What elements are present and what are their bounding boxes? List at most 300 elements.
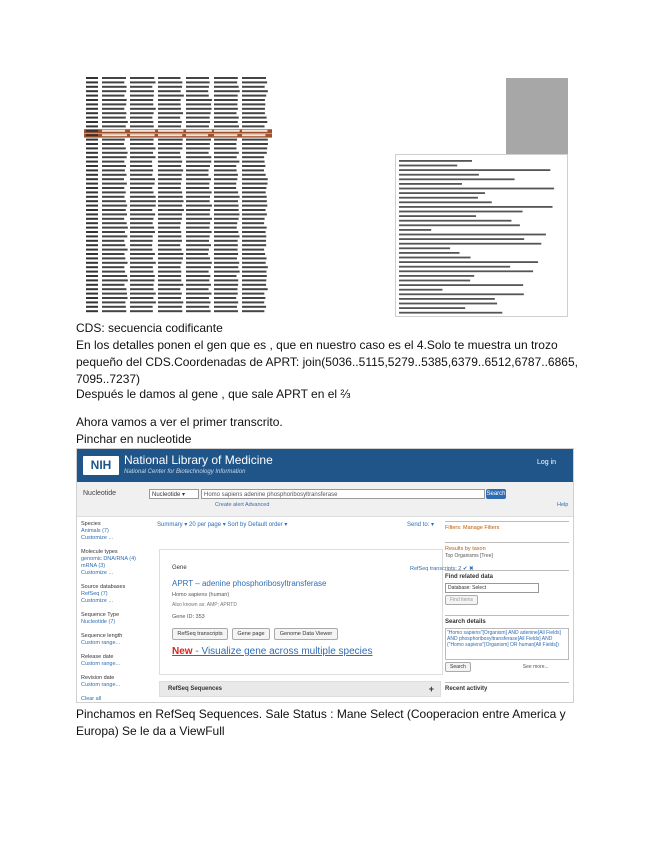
sequence-block bbox=[214, 103, 237, 105]
sequence-block bbox=[186, 81, 210, 83]
line-number bbox=[86, 143, 98, 145]
filter-group bbox=[81, 584, 147, 605]
line-number bbox=[86, 196, 98, 198]
sequence-block bbox=[102, 134, 127, 136]
expand-plus-icon[interactable]: + bbox=[428, 684, 434, 694]
line-number bbox=[86, 103, 98, 105]
sequence-block bbox=[130, 183, 155, 185]
details-line bbox=[399, 266, 510, 268]
grey-panel bbox=[506, 78, 568, 154]
sequence-block bbox=[214, 297, 236, 299]
sequence-block bbox=[158, 235, 181, 237]
line-number bbox=[86, 117, 98, 119]
search-details-box bbox=[445, 615, 569, 672]
sequence-block bbox=[214, 262, 239, 264]
sequence-block bbox=[242, 253, 265, 255]
refseq-sequences-bar[interactable] bbox=[159, 681, 441, 697]
sequence-block bbox=[158, 152, 180, 154]
refseq-text: Pinchamos en RefSeq Sequences. Sale Status : Mane Select (Cooperacion entre America y Europa) Se le da a ViewFull bbox=[76, 707, 566, 738]
sequence-block bbox=[102, 169, 125, 171]
line-number bbox=[86, 165, 98, 167]
results-display-settings[interactable]: Summary ▾ 20 per page ▾ Sort by Default order ▾ bbox=[157, 522, 288, 528]
sequence-block bbox=[130, 112, 154, 114]
sequence-block bbox=[242, 95, 266, 97]
find-items-button[interactable]: Find items bbox=[445, 595, 478, 605]
sequence-block bbox=[158, 174, 182, 176]
sequence-block bbox=[214, 139, 237, 141]
details-line bbox=[399, 165, 457, 167]
top-organisms[interactable]: Top Organisms [Tree] bbox=[445, 553, 493, 559]
sequence-block bbox=[186, 183, 209, 185]
line-number bbox=[86, 257, 98, 259]
sequence-block bbox=[214, 161, 239, 163]
see-more-link[interactable]: See more... bbox=[522, 664, 549, 670]
filter-group-title: Species bbox=[81, 521, 101, 527]
sequence-block bbox=[214, 112, 237, 114]
sequence-block bbox=[102, 253, 125, 255]
sequence-block bbox=[214, 231, 238, 233]
search-button[interactable]: Search bbox=[486, 491, 506, 497]
filter-group bbox=[81, 654, 147, 668]
sequence-block bbox=[242, 161, 265, 163]
gene-id: Gene ID: 353 bbox=[172, 614, 205, 620]
sequence-block bbox=[214, 95, 238, 97]
sequence-block bbox=[130, 117, 152, 119]
sequence-block bbox=[214, 279, 238, 281]
line-number bbox=[86, 156, 98, 158]
sequence-block bbox=[130, 139, 154, 141]
sequence-block bbox=[130, 196, 156, 198]
recent-activity-title: Recent activity bbox=[445, 686, 488, 692]
sequence-block bbox=[214, 205, 239, 207]
sequence-block bbox=[130, 227, 154, 229]
sequence-block bbox=[130, 271, 153, 273]
details-line bbox=[399, 234, 546, 236]
sequence-block bbox=[102, 165, 126, 167]
sequence-block bbox=[102, 262, 128, 264]
sequence-block bbox=[186, 222, 210, 224]
sequence-block bbox=[102, 196, 124, 198]
sequence-block bbox=[242, 257, 267, 259]
sequence-block bbox=[130, 191, 154, 193]
transcript-paragraph bbox=[76, 414, 586, 448]
sequence-block bbox=[130, 95, 154, 97]
details-line bbox=[399, 307, 465, 309]
details-line bbox=[399, 188, 554, 190]
sequence-block bbox=[158, 161, 182, 163]
search-details-text[interactable]: "Homo sapiens"[Organism] AND adenine[All Fields] AND phosphoribosyltransferase[All Fields] AND ("Homo sapiens"[Organism] OR human[All Fields]) bbox=[445, 628, 569, 660]
details-line bbox=[399, 169, 550, 171]
gene-aliases: Also known as: AMP; APRTD bbox=[172, 602, 237, 608]
sequence-block bbox=[242, 187, 266, 189]
sequence-block bbox=[130, 266, 153, 268]
sequence-block bbox=[102, 174, 126, 176]
details-line bbox=[399, 303, 497, 305]
filter-option[interactable]: Custom range... bbox=[81, 682, 121, 688]
sequence-block bbox=[102, 178, 124, 180]
filter-group-title: Release date bbox=[81, 654, 114, 660]
sequence-block bbox=[242, 103, 265, 105]
sequence-block bbox=[186, 130, 212, 132]
manage-filters-link[interactable]: Filters: Manage Filters bbox=[445, 525, 500, 531]
sequence-block bbox=[158, 257, 183, 259]
filter-option[interactable]: mRNA (3) bbox=[81, 563, 106, 569]
details-line bbox=[399, 211, 523, 213]
sequence-block bbox=[130, 130, 155, 132]
filter-option[interactable]: Clear all bbox=[81, 696, 102, 702]
sequence-block bbox=[130, 125, 154, 127]
sequence-block bbox=[102, 244, 125, 246]
sequence-block bbox=[186, 253, 208, 255]
sequence-block bbox=[102, 213, 127, 215]
line-number bbox=[86, 134, 98, 136]
sequence-block bbox=[158, 139, 183, 141]
database-select[interactable]: Nucleotide ▾ bbox=[149, 489, 199, 499]
sequence-block bbox=[186, 218, 212, 220]
sequence-block bbox=[130, 209, 152, 211]
sequence-block bbox=[158, 231, 181, 233]
details-line bbox=[399, 160, 472, 162]
sequence-block bbox=[214, 121, 238, 123]
advanced-links[interactable]: Create alert Advanced bbox=[215, 502, 270, 508]
sequence-block bbox=[242, 205, 267, 207]
sequence-block bbox=[242, 77, 266, 79]
sequence-block bbox=[102, 130, 125, 132]
sequence-block bbox=[158, 227, 180, 229]
line-number bbox=[86, 279, 98, 281]
sequence-block bbox=[102, 86, 127, 88]
sequence-block bbox=[158, 200, 184, 202]
sequence-block bbox=[214, 266, 238, 268]
filter-group bbox=[81, 696, 147, 703]
sequence-block bbox=[130, 169, 153, 171]
sequence-block bbox=[186, 86, 209, 88]
sequence-block bbox=[214, 165, 236, 167]
sequence-block bbox=[130, 200, 156, 202]
sequence-block bbox=[186, 156, 211, 158]
sequence-block bbox=[186, 165, 210, 167]
sequence-block bbox=[242, 231, 266, 233]
database-dropdown[interactable]: Database: Select bbox=[445, 583, 539, 593]
sequence-block bbox=[102, 297, 128, 299]
sequence-block bbox=[158, 262, 182, 264]
sequence-block bbox=[214, 108, 238, 110]
sequence-block bbox=[186, 275, 210, 277]
details-line bbox=[399, 298, 495, 300]
sequence-block bbox=[242, 293, 264, 295]
sequence-block bbox=[242, 275, 267, 277]
sequence-block bbox=[130, 81, 156, 83]
sequence-block bbox=[242, 191, 266, 193]
sequence-block bbox=[158, 165, 181, 167]
sequence-block bbox=[242, 222, 264, 224]
line-number bbox=[86, 231, 98, 233]
cds-details-graphic bbox=[396, 155, 568, 317]
details-line bbox=[399, 215, 476, 217]
sequence-block bbox=[102, 147, 126, 149]
filter-group bbox=[81, 633, 147, 647]
sequence-block bbox=[214, 81, 237, 83]
details-line bbox=[399, 280, 470, 282]
sequence-block bbox=[214, 253, 238, 255]
sequence-block bbox=[130, 134, 155, 136]
right-sidebar bbox=[445, 521, 569, 703]
filter-group bbox=[81, 612, 147, 626]
sequence-block bbox=[242, 139, 268, 141]
line-number bbox=[86, 125, 98, 127]
refseq-transcripts-button[interactable]: RefSeq transcripts bbox=[172, 628, 228, 640]
line-number bbox=[86, 249, 98, 251]
sequence-block bbox=[130, 288, 154, 290]
gene-page-button[interactable]: Gene page bbox=[232, 628, 270, 640]
sequence-block bbox=[102, 240, 124, 242]
sequence-block bbox=[158, 205, 182, 207]
sequence-block bbox=[102, 121, 128, 123]
sequence-block bbox=[214, 249, 238, 251]
sequence-block bbox=[242, 134, 265, 136]
line-number bbox=[86, 174, 98, 176]
sequence-block bbox=[242, 86, 265, 88]
sequence-block bbox=[130, 244, 152, 246]
sequence-block bbox=[186, 174, 208, 176]
sequence-block bbox=[102, 284, 124, 286]
sequence-block bbox=[186, 293, 211, 295]
filter-group-title: Revision date bbox=[81, 675, 115, 681]
sequence-block bbox=[186, 284, 211, 286]
sequence-block bbox=[214, 90, 240, 92]
line-number bbox=[86, 293, 98, 295]
details-line bbox=[399, 284, 523, 286]
sequence-block bbox=[214, 117, 239, 119]
sequence-block bbox=[158, 99, 181, 101]
sequence-block bbox=[214, 187, 236, 189]
sequence-block bbox=[102, 125, 126, 127]
sequence-block bbox=[102, 183, 127, 185]
sequence-block bbox=[102, 301, 125, 303]
sequence-block bbox=[242, 156, 264, 158]
sequence-block bbox=[130, 174, 152, 176]
sequence-block bbox=[102, 143, 124, 145]
sequence-block bbox=[186, 235, 210, 237]
gene-title-link[interactable]: APRT – adenine phosphoribosyltransferase bbox=[172, 579, 327, 588]
sequence-block bbox=[130, 213, 155, 215]
sequence-block bbox=[242, 152, 267, 154]
filter-option[interactable]: Customize ... bbox=[81, 570, 114, 576]
sequence-block bbox=[186, 231, 212, 233]
sequence-block bbox=[130, 301, 156, 303]
sequence-block bbox=[130, 222, 153, 224]
sequence-block bbox=[214, 301, 238, 303]
filter-option[interactable]: Animals (7) bbox=[81, 528, 109, 534]
sequence-block bbox=[186, 99, 212, 101]
line-number bbox=[86, 266, 98, 268]
feedback-row[interactable]: RefSeq transcripts: 2 ✔ ✖ bbox=[410, 566, 474, 572]
sequence-block bbox=[158, 213, 182, 215]
sequence-block bbox=[186, 257, 210, 259]
gene-text: Después le damos al gene , que sale APRT en el ⅔ bbox=[76, 387, 351, 401]
database-select-value: Nucleotide bbox=[152, 492, 181, 498]
sequence-block bbox=[242, 297, 265, 299]
line-number bbox=[86, 95, 98, 97]
sequence-block bbox=[158, 310, 182, 312]
sequence-block bbox=[158, 143, 182, 145]
sequence-block bbox=[214, 310, 238, 312]
sequence-block bbox=[102, 99, 127, 101]
recent-activity-box bbox=[445, 682, 569, 693]
sequence-block bbox=[214, 293, 238, 295]
sequence-block bbox=[214, 134, 237, 136]
visualize-gene-link[interactable] bbox=[172, 646, 372, 657]
genome-data-viewer-button[interactable]: Genome Data Viewer bbox=[274, 628, 338, 640]
related-box bbox=[445, 570, 569, 605]
sequence-block bbox=[186, 134, 208, 136]
filter-option[interactable]: Customize ... bbox=[81, 535, 114, 541]
filter-option[interactable]: Nucleotide (7) bbox=[81, 619, 116, 625]
results-by-taxon[interactable]: Results by taxon bbox=[445, 546, 486, 552]
sequence-block bbox=[130, 147, 155, 149]
sequence-block bbox=[130, 187, 152, 189]
sequence-block bbox=[130, 90, 154, 92]
sequence-block bbox=[158, 95, 184, 97]
sequence-block bbox=[242, 301, 264, 303]
details-line bbox=[399, 192, 485, 194]
sequence-block bbox=[214, 125, 239, 127]
sequence-block bbox=[186, 161, 211, 163]
filter-group bbox=[81, 675, 147, 689]
visualize-gene-text: - Visualize gene across multiple species bbox=[192, 646, 373, 657]
sequence-block bbox=[102, 310, 126, 312]
filter-option[interactable]: Customize ... bbox=[81, 598, 114, 604]
sequence-block bbox=[130, 284, 154, 286]
sequence-block bbox=[186, 301, 210, 303]
details-paragraph: En los detalles ponen el gen que es , que en nuestro caso es el 4.Solo te muestra un trozo pequeño del CDS.Coordenadas de APRT: join(5036..5115,5279..5385,6379..6512,6787..6865, 7095..7237) bbox=[76, 338, 578, 386]
sequence-block bbox=[130, 240, 153, 242]
sequence-block bbox=[186, 103, 211, 105]
line-number bbox=[86, 306, 98, 308]
sequence-block bbox=[186, 200, 210, 202]
sequence-block bbox=[242, 90, 268, 92]
sequence-block bbox=[242, 196, 267, 198]
sequence-block bbox=[214, 275, 237, 277]
sequence-block bbox=[102, 293, 127, 295]
sequence-block bbox=[214, 196, 240, 198]
nih-logo[interactable]: NIH bbox=[83, 456, 119, 475]
sequence-block bbox=[158, 178, 182, 180]
sequence-block bbox=[242, 249, 264, 251]
filter-option[interactable]: Custom range... bbox=[81, 661, 121, 667]
details-line bbox=[399, 229, 431, 231]
filter-option[interactable]: Custom range... bbox=[81, 640, 121, 646]
sequence-block bbox=[186, 266, 211, 268]
sequence-block bbox=[130, 161, 152, 163]
sequence-block bbox=[214, 271, 240, 273]
sequence-block bbox=[214, 227, 237, 229]
details-line bbox=[399, 174, 479, 176]
filter-group-title: Sequence length bbox=[81, 633, 123, 639]
details-line bbox=[399, 220, 511, 222]
sequence-block bbox=[102, 205, 127, 207]
sequence-listing-graphic bbox=[84, 75, 272, 319]
sequence-block bbox=[130, 156, 155, 158]
line-number bbox=[86, 191, 98, 193]
sequence-block bbox=[158, 117, 180, 119]
sequence-block bbox=[158, 187, 181, 189]
sequence-block bbox=[102, 112, 126, 114]
sequence-block bbox=[102, 266, 124, 268]
sequence-block bbox=[186, 310, 211, 312]
ncbi-screenshot bbox=[76, 448, 574, 703]
sequence-block bbox=[158, 77, 180, 79]
login-link[interactable]: Log in bbox=[537, 459, 557, 466]
sequence-block bbox=[102, 227, 128, 229]
nucleotide-text: Pinchar en nucleotide bbox=[76, 432, 192, 446]
search-bar bbox=[77, 482, 573, 517]
details-line bbox=[399, 206, 553, 208]
filter-option[interactable]: RefSeq (7) bbox=[81, 591, 108, 597]
sequence-block bbox=[214, 156, 237, 158]
sequence-block bbox=[186, 297, 209, 299]
line-number bbox=[86, 244, 98, 246]
sequence-block bbox=[130, 293, 156, 295]
details-line bbox=[399, 312, 502, 314]
sequence-block bbox=[186, 152, 209, 154]
sequence-image bbox=[84, 75, 272, 319]
line-number bbox=[86, 169, 98, 171]
sequence-block bbox=[186, 95, 209, 97]
sequence-block bbox=[158, 288, 180, 290]
sequence-block bbox=[242, 209, 266, 211]
line-number bbox=[86, 253, 98, 255]
sequence-block bbox=[130, 231, 155, 233]
sequence-block bbox=[130, 253, 155, 255]
filter-option[interactable]: genomic DNA/RNA (4) bbox=[81, 556, 137, 562]
line-number bbox=[86, 121, 98, 123]
sequence-block bbox=[186, 108, 212, 110]
sequence-block bbox=[186, 288, 209, 290]
sequence-block bbox=[214, 244, 238, 246]
sequence-block bbox=[102, 139, 125, 141]
sequence-block bbox=[130, 152, 153, 154]
sequence-block bbox=[158, 209, 184, 211]
details-search-button[interactable]: Search bbox=[445, 662, 471, 672]
sequence-block bbox=[242, 178, 268, 180]
details-line bbox=[399, 183, 462, 185]
sequence-block bbox=[186, 139, 211, 141]
sequence-block bbox=[242, 218, 265, 220]
sequence-block bbox=[102, 187, 124, 189]
line-number bbox=[86, 77, 98, 79]
send-to-link[interactable]: Send to: ▾ bbox=[407, 522, 435, 528]
sequence-block bbox=[102, 231, 125, 233]
sequence-block bbox=[242, 288, 268, 290]
sequence-block bbox=[214, 218, 239, 220]
sequence-block bbox=[102, 209, 126, 211]
sequence-block bbox=[186, 205, 212, 207]
sequence-block bbox=[102, 117, 126, 119]
search-input[interactable]: Homo sapiens adenine phosphoribosyltransferase bbox=[201, 489, 485, 499]
sequence-block bbox=[158, 183, 181, 185]
sequence-block bbox=[242, 310, 264, 312]
line-number bbox=[86, 139, 98, 141]
line-number bbox=[86, 227, 98, 229]
sequence-block bbox=[214, 174, 238, 176]
sequence-block bbox=[130, 178, 155, 180]
help-link[interactable]: Help bbox=[557, 502, 569, 508]
sequence-block bbox=[130, 77, 154, 79]
nlm-header bbox=[77, 449, 573, 482]
sequence-block bbox=[186, 244, 211, 246]
sequence-block bbox=[158, 147, 182, 149]
